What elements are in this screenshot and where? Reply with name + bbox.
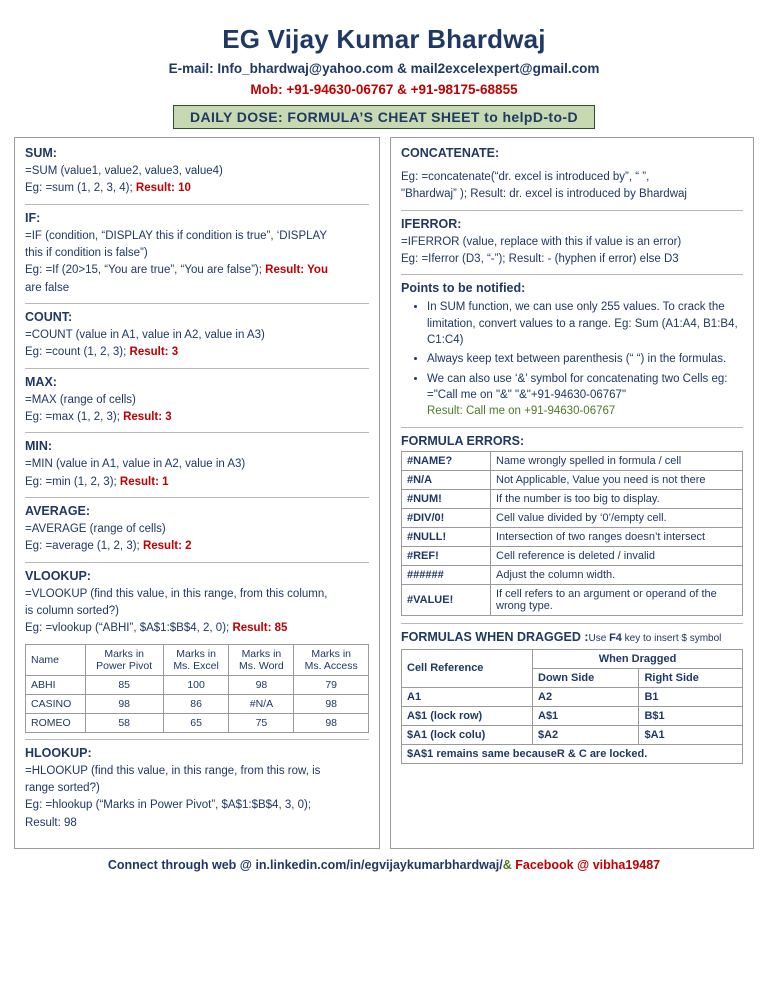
max-syntax: =MAX (range of cells) xyxy=(25,393,136,406)
error-description: Not Applicable, Value you need is not there xyxy=(491,470,743,489)
header-line-1: Marks in xyxy=(104,647,145,660)
right-column xyxy=(390,137,754,849)
footer xyxy=(14,858,754,872)
points-list xyxy=(405,299,743,419)
average-title: AVERAGE: xyxy=(25,503,91,518)
left-column xyxy=(14,137,380,849)
cell-name: CASINO xyxy=(26,694,86,713)
header-line-1: Marks in xyxy=(241,647,282,660)
header-line-1: Marks in xyxy=(311,647,352,660)
table-row xyxy=(26,675,369,694)
dragged-col-right-side: Right Side xyxy=(639,668,743,687)
section-concatenate xyxy=(401,146,743,203)
formula-errors-table xyxy=(401,451,743,616)
list-item-text: We can also use ‘&’ symbol for concatenating two Cells eg: ="Call me on "&" "&"+91-94630-06767" xyxy=(427,372,728,401)
table-row xyxy=(402,687,743,706)
list-item: • In SUM function, we can use only 255 values. To crack the limitation, convert values to a range. Eg: Sum (A1:A4, B1:B4, C1:C4) xyxy=(427,299,743,348)
hlookup-syntax-line2: range sorted?) xyxy=(25,781,100,794)
marks-col-name xyxy=(26,644,86,675)
section-sum xyxy=(25,146,369,197)
marks-table xyxy=(25,644,369,733)
max-eg-text: Eg: =max (1, 2, 3); xyxy=(25,410,124,423)
marks-table-head xyxy=(26,644,369,675)
table-header-row xyxy=(26,644,369,675)
average-eg-text: Eg: =average (1, 2, 3); xyxy=(25,540,143,553)
marks-col-power-pivot xyxy=(85,644,163,675)
cell-right-side: B1 xyxy=(639,687,743,706)
section-if xyxy=(25,211,369,296)
section-count xyxy=(25,310,369,361)
section-min xyxy=(25,439,369,490)
error-description: Cell reference is deleted / invalid xyxy=(491,546,743,565)
contact-mobile: Mob: +91-94630-06767 & +91-98175-68855 xyxy=(250,82,518,97)
marks-col-ms-access xyxy=(294,644,369,675)
header-line-2: Ms. Excel xyxy=(173,659,219,672)
header-line-1: Marks in xyxy=(176,647,216,660)
table-row xyxy=(402,565,743,584)
divider xyxy=(25,497,369,498)
section-formula-errors xyxy=(401,434,743,616)
vlookup-syntax-line1: =VLOOKUP (find this value, in this range, from this column, xyxy=(25,587,328,600)
if-syntax-line2: this if condition is false”) xyxy=(25,246,148,259)
section-points xyxy=(401,281,743,419)
iferror-example: Eg: =Iferror (D3, “-”); Result: - (hyphen if error) else D3 xyxy=(401,252,679,265)
cell-ms-excel: 100 xyxy=(163,675,229,694)
cell-ms-access: 98 xyxy=(294,694,369,713)
if-example xyxy=(25,262,369,278)
cell-down-side: A$1 xyxy=(533,706,639,725)
hlookup-syntax-line1: =HLOOKUP (find this value, in this range, from this row, is xyxy=(25,764,321,777)
formula-errors-title: FORMULA ERRORS: xyxy=(401,433,525,448)
cell-ms-access: 79 xyxy=(294,675,369,694)
content-columns xyxy=(14,137,754,849)
count-result: Result: 3 xyxy=(129,346,179,359)
section-average xyxy=(25,504,369,555)
divider xyxy=(25,303,369,304)
table-footer-row xyxy=(402,744,743,763)
cell-power-pivot: 98 xyxy=(85,694,163,713)
error-code: #DIV/0! xyxy=(402,508,491,527)
error-code: ###### xyxy=(402,565,491,584)
footer-linkedin[interactable]: Connect through web @ in.linkedin.com/in/egvijaykumarbhardwaj/ xyxy=(107,857,503,872)
section-formulas-dragged xyxy=(401,630,743,764)
cell-name: ABHI xyxy=(26,675,86,694)
vlookup-result: Result: 85 xyxy=(232,622,288,635)
table-row xyxy=(402,470,743,489)
error-description: Intersection of two ranges doesn’t intersect xyxy=(491,527,743,546)
cell-ms-word: #N/A xyxy=(229,694,294,713)
table-row xyxy=(402,451,743,470)
error-description: Cell value divided by ‘0’/empty cell. xyxy=(491,508,743,527)
count-title: COUNT: xyxy=(25,309,73,324)
formulas-dragged-note-pre: Use xyxy=(588,632,610,644)
max-result: Result: 3 xyxy=(123,410,172,423)
vlookup-example xyxy=(25,620,369,636)
max-example xyxy=(25,409,369,425)
divider xyxy=(401,210,743,211)
cell-ms-access: 98 xyxy=(294,713,369,732)
divider xyxy=(401,274,743,275)
footer-separator: & xyxy=(502,857,516,872)
header-line-2: Ms. Word xyxy=(239,659,284,672)
sum-result: Result: 10 xyxy=(135,182,191,195)
cell-reference: A$1 (lock row) xyxy=(402,706,533,725)
sum-syntax: =SUM (value1, value2, value3, value4) xyxy=(25,165,223,177)
if-title: IF: xyxy=(25,210,41,225)
cell-power-pivot: 85 xyxy=(85,675,163,694)
min-eg-text: Eg: =min (1, 2, 3); xyxy=(25,475,120,488)
header-line-1: Name xyxy=(31,653,60,666)
if-result: Result: You xyxy=(265,264,328,277)
table-row xyxy=(402,546,743,565)
iferror-syntax: =IFERROR (value, replace with this if value is an error) xyxy=(401,235,682,248)
dragged-col-down-side: Down Side xyxy=(533,668,639,687)
error-code: #N/A xyxy=(402,470,491,489)
marks-col-ms-word xyxy=(229,644,294,675)
dragged-footer-note: $A$1 remains same becauseR & C are locked. xyxy=(402,744,743,763)
sum-example xyxy=(25,180,369,196)
marks-col-ms-excel xyxy=(163,644,229,675)
cell-ms-word: 75 xyxy=(229,713,294,732)
error-description: Name wrongly spelled in formula / cell xyxy=(491,451,743,470)
min-result: Result: 1 xyxy=(119,475,169,488)
hlookup-result: Result: 98 xyxy=(25,816,77,829)
divider xyxy=(401,427,743,428)
banner-container xyxy=(14,105,754,129)
formulas-dragged-note-post: key to insert $ symbol xyxy=(621,632,722,644)
cell-reference: A1 xyxy=(402,687,533,706)
banner-title: DAILY DOSE: FORMULA’S CHEAT SHEET to helpD-to-D xyxy=(173,105,595,129)
divider xyxy=(25,368,369,369)
cell-reference: $A1 (lock colu) xyxy=(402,725,533,744)
formulas-dragged-label: FORMULAS WHEN DRAGGED : xyxy=(401,629,589,644)
sum-eg-text: Eg: =sum (1, 2, 3, 4); xyxy=(25,182,136,195)
hlookup-title: HLOOKUP: xyxy=(25,745,92,760)
count-eg-text: Eg: =count (1, 2, 3); xyxy=(25,346,130,359)
table-row xyxy=(402,584,743,615)
page-title: EG Vijay Kumar Bhardwaj xyxy=(222,24,546,54)
cell-down-side: A2 xyxy=(533,687,639,706)
list-item: • Always keep text between parenthesis (“ “) in the formulas. xyxy=(427,351,743,367)
table-row xyxy=(26,713,369,732)
section-hlookup xyxy=(25,746,369,831)
dragged-table xyxy=(401,649,743,764)
min-example xyxy=(25,474,369,490)
error-code: #REF! xyxy=(402,546,491,565)
error-code: #NULL! xyxy=(402,527,491,546)
error-code: #NAME? xyxy=(402,451,491,470)
footer-facebook[interactable]: Facebook @ vibha19487 xyxy=(515,857,661,872)
average-syntax: =AVERAGE (range of cells) xyxy=(25,522,166,535)
divider xyxy=(25,562,369,563)
min-syntax: =MIN (value in A1, value in A2, value in A3) xyxy=(25,458,246,471)
formulas-dragged-title xyxy=(401,630,743,644)
table-row xyxy=(26,694,369,713)
concatenate-example-line2: "Bhardwaj” ); Result: dr. excel is introduced by Bhardwaj xyxy=(401,188,687,201)
error-description: If cell refers to an argument or operand of the wrong type. xyxy=(491,584,743,615)
table-row xyxy=(402,489,743,508)
dragged-table-body xyxy=(402,649,743,763)
cell-ms-word: 98 xyxy=(229,675,294,694)
concatenate-title: CONCATENATE: xyxy=(401,146,500,160)
contact-email: E-mail: Info_bhardwaj@yahoo.com & mail2excelexpert@gmail.com xyxy=(168,61,600,76)
header-line-2: Ms. Access xyxy=(304,659,358,672)
iferror-title: IFERROR: xyxy=(401,216,462,231)
vlookup-eg-text: Eg: =vlookup (“ABHI”, $A$1:$B$4, 2, 0); xyxy=(25,622,233,635)
dragged-col-cell-reference: Cell Reference xyxy=(402,649,533,687)
divider xyxy=(25,739,369,740)
table-row xyxy=(402,725,743,744)
table-row xyxy=(402,527,743,546)
marks-table-body xyxy=(26,675,369,732)
formula-errors-body xyxy=(402,451,743,615)
count-example xyxy=(25,344,369,360)
divider xyxy=(25,204,369,205)
table-row xyxy=(402,508,743,527)
concatenate-example-line1: Eg: =concatenate(“dr. excel is introduced by”, “ ”, xyxy=(401,171,650,183)
cell-down-side: $A2 xyxy=(533,725,639,744)
dragged-group-header: When Dragged xyxy=(533,649,743,668)
f4-key-label: F4 xyxy=(609,631,622,644)
cell-right-side: B$1 xyxy=(639,706,743,725)
vlookup-syntax-line2: is column sorted?) xyxy=(25,604,119,617)
section-vlookup xyxy=(25,569,369,637)
section-iferror xyxy=(401,217,743,268)
min-title: MIN: xyxy=(25,439,53,454)
table-row xyxy=(402,706,743,725)
average-example xyxy=(25,538,369,554)
cell-power-pivot: 58 xyxy=(85,713,163,732)
section-max xyxy=(25,375,369,426)
average-result: Result: 2 xyxy=(142,540,192,553)
if-eg-text: Eg: =If (20>15, “You are true”, “You are false”); xyxy=(25,264,266,277)
error-description: If the number is too big to display. xyxy=(491,489,743,508)
sum-title: SUM: xyxy=(25,146,57,160)
divider xyxy=(25,432,369,433)
hlookup-example: Eg: =hlookup (“Marks in Power Pivot”, $A$1:$B$4, 3, 0); xyxy=(25,799,312,812)
error-description: Adjust the column width. xyxy=(491,565,743,584)
error-code: #NUM! xyxy=(402,489,491,508)
table-header-row xyxy=(402,649,743,668)
cell-name: ROMEO xyxy=(26,713,86,732)
error-code: #VALUE! xyxy=(402,584,491,615)
list-item-result: Result: Call me on +91-94630-06767 xyxy=(427,405,616,418)
cell-ms-excel: 86 xyxy=(163,694,229,713)
cell-right-side: $A1 xyxy=(639,725,743,744)
cell-ms-excel: 65 xyxy=(163,713,229,732)
if-syntax-line1: =IF (condition, “DISPLAY this if condition is true”, ‘DISPLAY xyxy=(25,229,328,242)
if-example-cont: are false xyxy=(25,281,70,294)
list-item xyxy=(427,371,743,420)
header-line-2: Power Pivot xyxy=(96,659,153,672)
max-title: MAX: xyxy=(25,374,57,389)
points-title: Points to be notified: xyxy=(401,281,526,296)
vlookup-title: VLOOKUP: xyxy=(25,568,91,583)
divider xyxy=(401,623,743,624)
count-syntax: =COUNT (value in A1, value in A2, value in A3) xyxy=(25,328,265,341)
